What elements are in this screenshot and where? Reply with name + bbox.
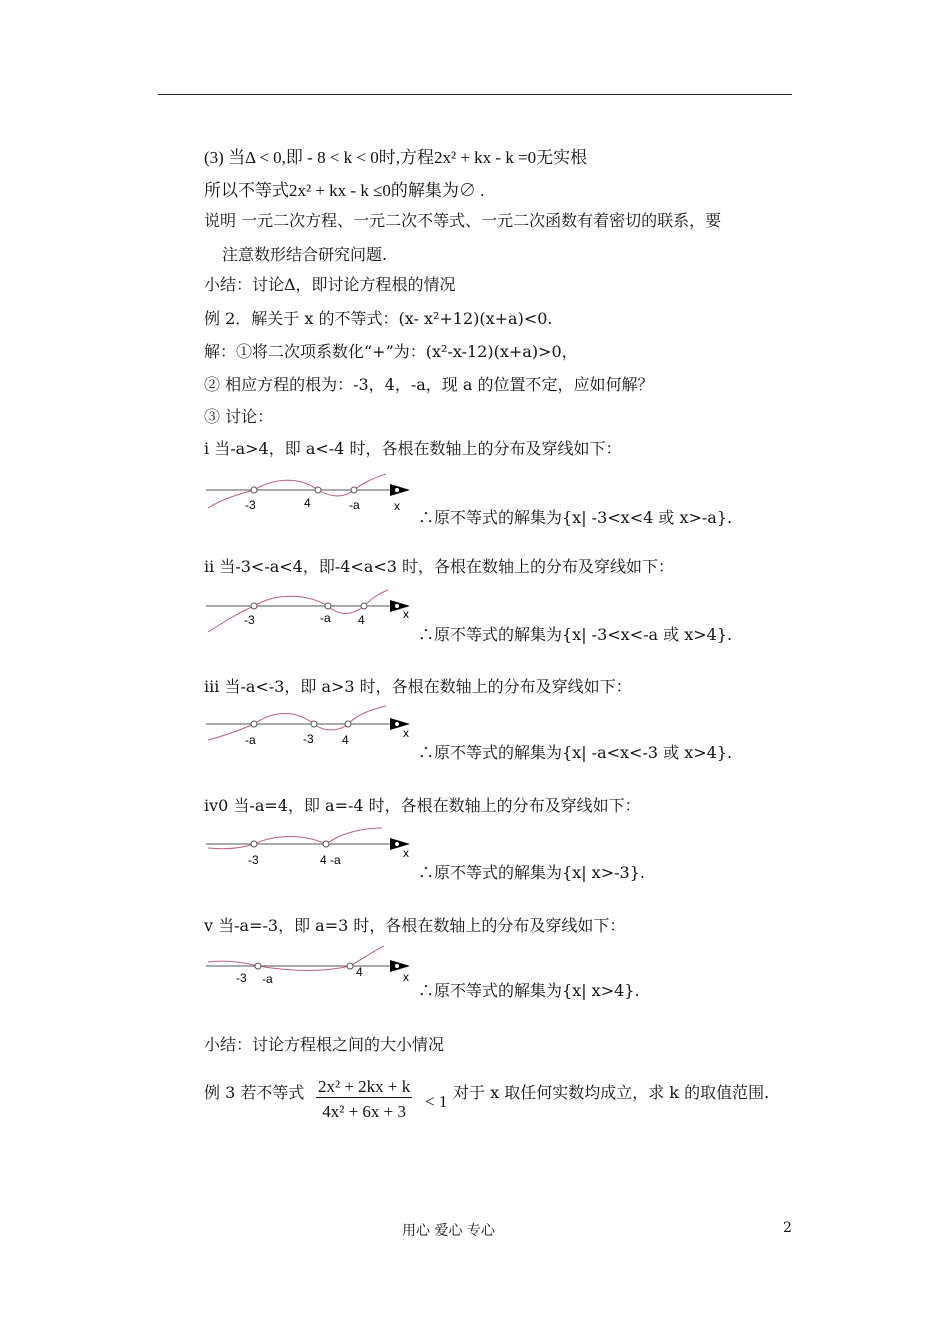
case-5-heading: ⅴ 当-a=-3，即 a=3 时，各根在数轴上的分布及穿线如下： <box>204 916 626 935</box>
number-line-case-5-graphic <box>204 946 419 990</box>
text-line-3: 说明 一元二次方程、一元二次不等式、一元二次函数有着密切的联系，要 <box>204 211 722 230</box>
arrow-dot <box>395 722 399 726</box>
root-point <box>251 841 257 847</box>
fraction-denominator: 4x² + 6x + 3 <box>322 1102 407 1121</box>
tick-label: -a <box>320 611 331 625</box>
arrow-dot <box>395 964 399 968</box>
tick-label: 4 -a <box>320 853 341 867</box>
arrow-dot <box>395 604 399 608</box>
tick-label: 4 <box>342 733 349 747</box>
number-line-case-3-graphic <box>204 706 419 750</box>
sign-curve <box>208 706 386 740</box>
text-line-2: 所以不等式2x² + kx - k ≤0的解集为∅ . <box>204 181 485 200</box>
case-1-heading: ⅰ 当-a>4，即 a<-4 时，各根在数轴上的分布及穿线如下： <box>204 439 622 458</box>
fraction-numerator: 2x² + 2kx + k <box>318 1077 411 1096</box>
conclusion-5: ∴原不等式的解集为{x| x>4}. <box>418 981 640 1000</box>
number-line-case-3 <box>204 706 409 750</box>
tick-label: -a <box>349 498 360 512</box>
case-4-heading: ⅳ0 当-a=4，即 a=-4 时，各根在数轴上的分布及穿线如下： <box>204 796 641 815</box>
root-point <box>251 603 257 609</box>
conclusion-3: ∴原不等式的解集为{x| -a<x<-3 或 x>4}. <box>418 743 733 762</box>
root-point <box>351 487 357 493</box>
text-line-4: 注意数形结合研究问题. <box>222 245 388 264</box>
conclusion-1: ∴原不等式的解集为{x| -3<x<4 或 x>-a}. <box>418 508 733 527</box>
tick-label: 4 <box>304 496 311 510</box>
tick-label: -3 <box>248 853 259 867</box>
arrow-head <box>390 484 410 496</box>
arrow-dot <box>395 488 399 492</box>
case-3-heading: ⅲ 当-a<-3，即 a>3 时，各根在数轴上的分布及穿线如下： <box>204 677 632 696</box>
summary-1: 小结：讨论Δ，即讨论方程根的情况 <box>204 275 456 294</box>
tick-label: 4 <box>358 613 365 627</box>
root-point <box>315 487 321 493</box>
root-point <box>345 721 351 727</box>
root-point <box>361 603 367 609</box>
solution-step-1: 解：①将二次项系数化“+”为：(x²-x-12)(x+a)>0， <box>204 342 578 361</box>
tick-label: -a <box>262 972 273 986</box>
header-rule <box>158 94 792 95</box>
axis-label: x <box>394 499 400 513</box>
example-3-suffix: 对于 x 取任何实数均成立，求 k 的取值范围. <box>453 1083 770 1102</box>
number-line-case-1-graphic <box>204 472 419 516</box>
root-point <box>255 963 261 969</box>
root-point <box>323 841 329 847</box>
number-line-case-4 <box>204 826 409 870</box>
conclusion-2: ∴原不等式的解集为{x| -3<x<-a 或 x>4}. <box>418 625 733 644</box>
tick-label: 4 <box>356 965 363 979</box>
root-point <box>311 721 317 727</box>
root-point <box>251 487 257 493</box>
tick-label: -3 <box>236 971 247 985</box>
root-point <box>325 603 331 609</box>
axis-label: x <box>403 846 409 860</box>
example-3-fraction <box>316 1077 412 1122</box>
tick-label: -3 <box>245 498 256 512</box>
number-line-case-1 <box>204 472 404 516</box>
axis-label: x <box>403 607 409 621</box>
case-2-heading: ⅱ 当-3<-a<4，即-4<a<3 时，各根在数轴上的分布及穿线如下： <box>204 557 675 576</box>
axis-label: x <box>403 726 409 740</box>
tick-label: -3 <box>303 732 314 746</box>
tick-label: -a <box>245 733 256 747</box>
text-line-1: (3) 当Δ < 0,即 - 8 < k < 0时,方程2x² + kx - k =0无实根 <box>204 148 588 167</box>
number-line-case-4-graphic <box>204 826 419 870</box>
example-2: 例 2．解关于 x 的不等式：(x- x²+12)(x+a)<0. <box>204 309 553 328</box>
root-point <box>347 963 353 969</box>
solution-step-2: ② 相应方程的根为：-3，4，-a，现 a 的位置不定，应如何解？ <box>204 375 654 394</box>
example-3-prefix: 例 3 若不等式 <box>204 1083 305 1102</box>
tick-label: -3 <box>244 613 255 627</box>
root-point <box>251 721 257 727</box>
conclusion-4: ∴原不等式的解集为{x| x>-3}. <box>418 863 645 882</box>
number-line-case-2 <box>204 588 409 632</box>
summary-2: 小结：讨论方程根之间的大小情况 <box>204 1035 445 1054</box>
solution-step-3: ③ 讨论： <box>204 407 274 426</box>
arrow-dot <box>395 842 399 846</box>
fraction-rhs: < 1 <box>425 1092 448 1111</box>
axis-label: x <box>403 970 409 984</box>
footer-text: 用心 爱心 专心 <box>402 1223 495 1239</box>
number-line-case-2-graphic <box>204 588 419 632</box>
page-number: 2 <box>783 1220 792 1236</box>
number-line-case-5 <box>204 946 409 990</box>
sign-curve <box>208 828 382 849</box>
